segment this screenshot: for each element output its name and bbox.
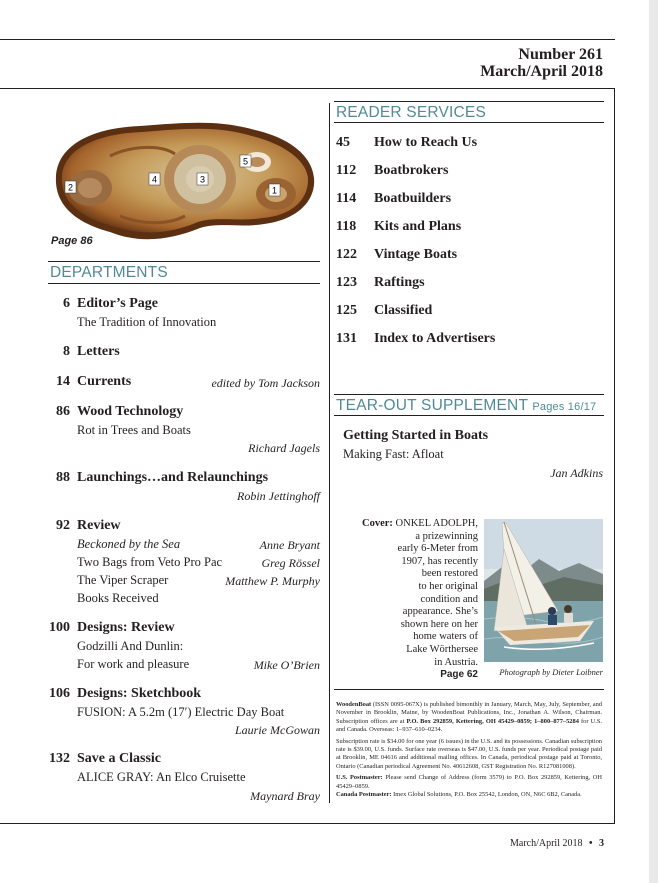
supplement-title: TEAR-OUT SUPPLEMENT [336,397,528,414]
photo-credit: Photograph by Dieter Loibner [499,667,603,677]
publication-info [336,701,602,799]
toc-title: Save a Classic [77,751,161,766]
toc-page-number: 14 [56,374,70,389]
cover-line: to her original [418,580,478,592]
toc-byline: Richard Jagels [248,441,320,455]
cover-line: 1907, has recently [401,555,478,567]
supplement-article-title: Getting Started in Boats [343,428,489,443]
rs-page-number: 118 [336,219,357,234]
rs-label: Vintage Boats [374,247,458,262]
cover-page-ref[interactable]: Page 62 [440,669,478,681]
wood-image-page-ref[interactable]: Page 86 [51,235,93,247]
toc-title: Designs: Sketchbook [77,686,202,701]
rs-page-number: 131 [336,331,357,346]
fine-print-rule [334,689,604,690]
reader-service-raftings[interactable] [336,275,425,291]
cover-sailboat-photo [484,519,603,662]
wood-label-4 [149,173,160,185]
reader-service-index-to-advertisers[interactable] [336,331,495,347]
rs-label: Index to Advertisers [374,331,496,346]
toc-page-number: 92 [56,518,70,533]
toc-title: Editor’s Page [77,296,158,311]
supplement-article-sub: Making Fast: Afloat [343,447,444,461]
toc-subtitle: ALICE GRAY: An Elco Cruisette [77,770,246,784]
svg-text:4: 4 [151,174,158,185]
cover-line: been restored [421,568,478,580]
departments-top-rule [48,261,320,262]
subscription-rates: Subscription rate is $34.00 for one year (6 issues) in the U.S. and its possessions. Canadian subscription rate is $39.00, U.S. funds. Surface rate overseas is $47.00, U.S. funds per year. Periodical postage paid at Brooklin, ME 04616 and additional mailing offices. In Canada, periodical postage paid at Toronto, Ontario (Canadian periodical Agreement No. 40612608, GST Registration No. R127081008). [336,737,602,770]
footer-date: March/April 2018 [510,838,583,849]
toc-title: Wood Technology [77,404,184,419]
toc-entry-wood-technology[interactable] [48,404,320,454]
rs-label: Raftings [374,275,425,290]
rs-page-number: 45 [336,135,350,150]
svg-text:2: 2 [67,182,74,193]
toc-title: Letters [77,344,120,359]
toc-subtitle: The Tradition of Innovation [77,315,217,329]
supplement-author: Jan Adkins [550,466,603,480]
reader-services-bottom-rule [334,122,604,123]
rs-label: Classified [374,303,433,318]
us-postmaster: U.S. Postmaster: Please send Change of Address (form 3579) to P.O. Box 292859, Kettering, OH 45429–0859. [336,774,602,790]
issue-number: Number 261 [518,46,603,63]
rs-page-number: 125 [336,303,357,318]
wood-label-2 [65,181,76,193]
toc-byline: Maynard Bray [250,789,320,803]
top-rule [0,39,615,40]
toc-title: Designs: Review [77,620,175,635]
cover-line: shown here on her [400,618,478,630]
svg-text:3: 3 [199,174,206,185]
rs-label: Boatbrokers [374,163,449,178]
reader-service-how-to-reach-us[interactable] [336,135,477,151]
cover-line: condition and [420,593,478,605]
toc-byline: Mike O’Brien [253,658,320,672]
column-divider [329,103,330,803]
footer-bullet: • [589,838,593,849]
rs-page-number: 112 [336,163,357,178]
toc-title: Review [77,518,121,533]
departments-heading: DEPARTMENTS [50,264,168,281]
toc-page-number: 132 [49,751,70,766]
wood-label-1 [269,184,280,196]
rs-page-number: 122 [336,247,357,262]
svg-text:1: 1 [271,185,278,196]
supplement-pages: Pages 16/17 [532,401,597,413]
review-item-title: Two Bags from Veto Pro Pac [77,555,223,569]
cover-caption [338,518,478,682]
reader-service-vintage-boats[interactable] [336,247,457,263]
toc-title: Launchings…and Relaunchings [77,470,269,485]
reader-service-kits-and-plans[interactable] [336,219,461,235]
reader-services-heading: READER SERVICES [336,104,487,121]
cover-label: Cover: [362,518,393,529]
review-item-title: The Viper Scraper [77,573,169,587]
toc-entry-save-a-classic[interactable] [48,751,320,803]
issue-info [480,46,603,80]
wood-cross-section-image [50,116,318,244]
review-item-author: Greg Rössel [261,556,320,570]
toc-subtitle: Rot in Trees and Boats [77,423,191,437]
toc-subtitle: FUSION: A 5.2m (17′) Electric Day Boat [77,705,285,719]
toc-byline: edited by Tom Jackson [211,376,320,390]
reader-service-boatbuilders[interactable] [336,191,451,207]
review-item-author: Anne Bryant [259,538,320,552]
supplement-article[interactable] [343,428,603,484]
svg-text:5: 5 [242,156,249,167]
toc-entry-designs-review[interactable] [48,620,320,672]
departments-bottom-rule [48,283,320,284]
toc-subtitle: Godzilli And Dunlin: [77,639,184,653]
publication-statement: WoodenBoat (ISSN 0095-067X) is published bimonthly in January, March, May, July, September, and November in Brooklin, Maine, by WoodenBoat Publications, Inc., Jonathan A. Wilson, Chairman. Subscription offices are at P.O. Box 292859, Kettering, OH 45429–0859; 1–800–877–5284 for U.S. and Canada. Overseas: 1–937–610–0234. [336,701,602,734]
rs-label: Kits and Plans [374,219,462,234]
review-item-title: Books Received [77,591,159,605]
page-edge [649,0,658,883]
supplement-bottom-rule [334,415,604,416]
reader-service-boatbrokers[interactable] [336,163,448,179]
toc-page-number: 86 [56,404,70,419]
issue-date: March/April 2018 [480,63,603,80]
toc-page-number: 88 [56,470,70,485]
toc-page-number: 8 [63,344,70,359]
review-item-author: Matthew P. Murphy [225,574,320,588]
supplement-top-rule [334,394,604,395]
supplement-heading [336,397,596,415]
rs-page-number: 114 [336,191,357,206]
cover-line: home waters of [413,631,478,643]
toc-page-number: 100 [49,620,70,635]
rs-label: Boatbuilders [374,191,452,206]
cover-line: Lake Wörthersee [406,643,478,655]
rs-page-number: 123 [336,275,357,290]
cover-line: in Austria. [434,656,478,668]
toc-subtitle-2: For work and pleasure [77,657,190,671]
toc-byline: Laurie McGowan [235,723,320,737]
page-footer [510,838,604,849]
reader-service-classified[interactable] [336,303,432,319]
toc-entry-launchings[interactable] [48,470,320,504]
cover-line: appearance. She’s [402,606,478,618]
cover-line: a prizewinning [415,530,478,542]
toc-page-number: 106 [49,686,70,701]
wood-label-5 [240,155,251,167]
toc-entry-designs-sketchbook[interactable] [48,686,320,738]
canada-postmaster: Canada Postmaster: Imex Global Solutions, P.O. Box 25542, London, ON, N6C 6B2, Canada. [336,791,582,799]
toc-page-number: 6 [63,296,70,311]
cover-line: early 6-Meter from [397,543,478,555]
toc-byline: Robin Jettinghoff [237,489,320,503]
toc-title: Currents [77,374,132,389]
review-item-title: Beckoned by the Sea [77,537,181,551]
toc-entry-review[interactable] [48,518,320,608]
footer-page-number: 3 [599,838,605,849]
rs-label: How to Reach Us [374,135,478,150]
reader-services-top-rule [334,101,604,102]
wood-label-3 [197,173,208,185]
cover-line: ONKEL ADOLPH, [395,518,478,529]
